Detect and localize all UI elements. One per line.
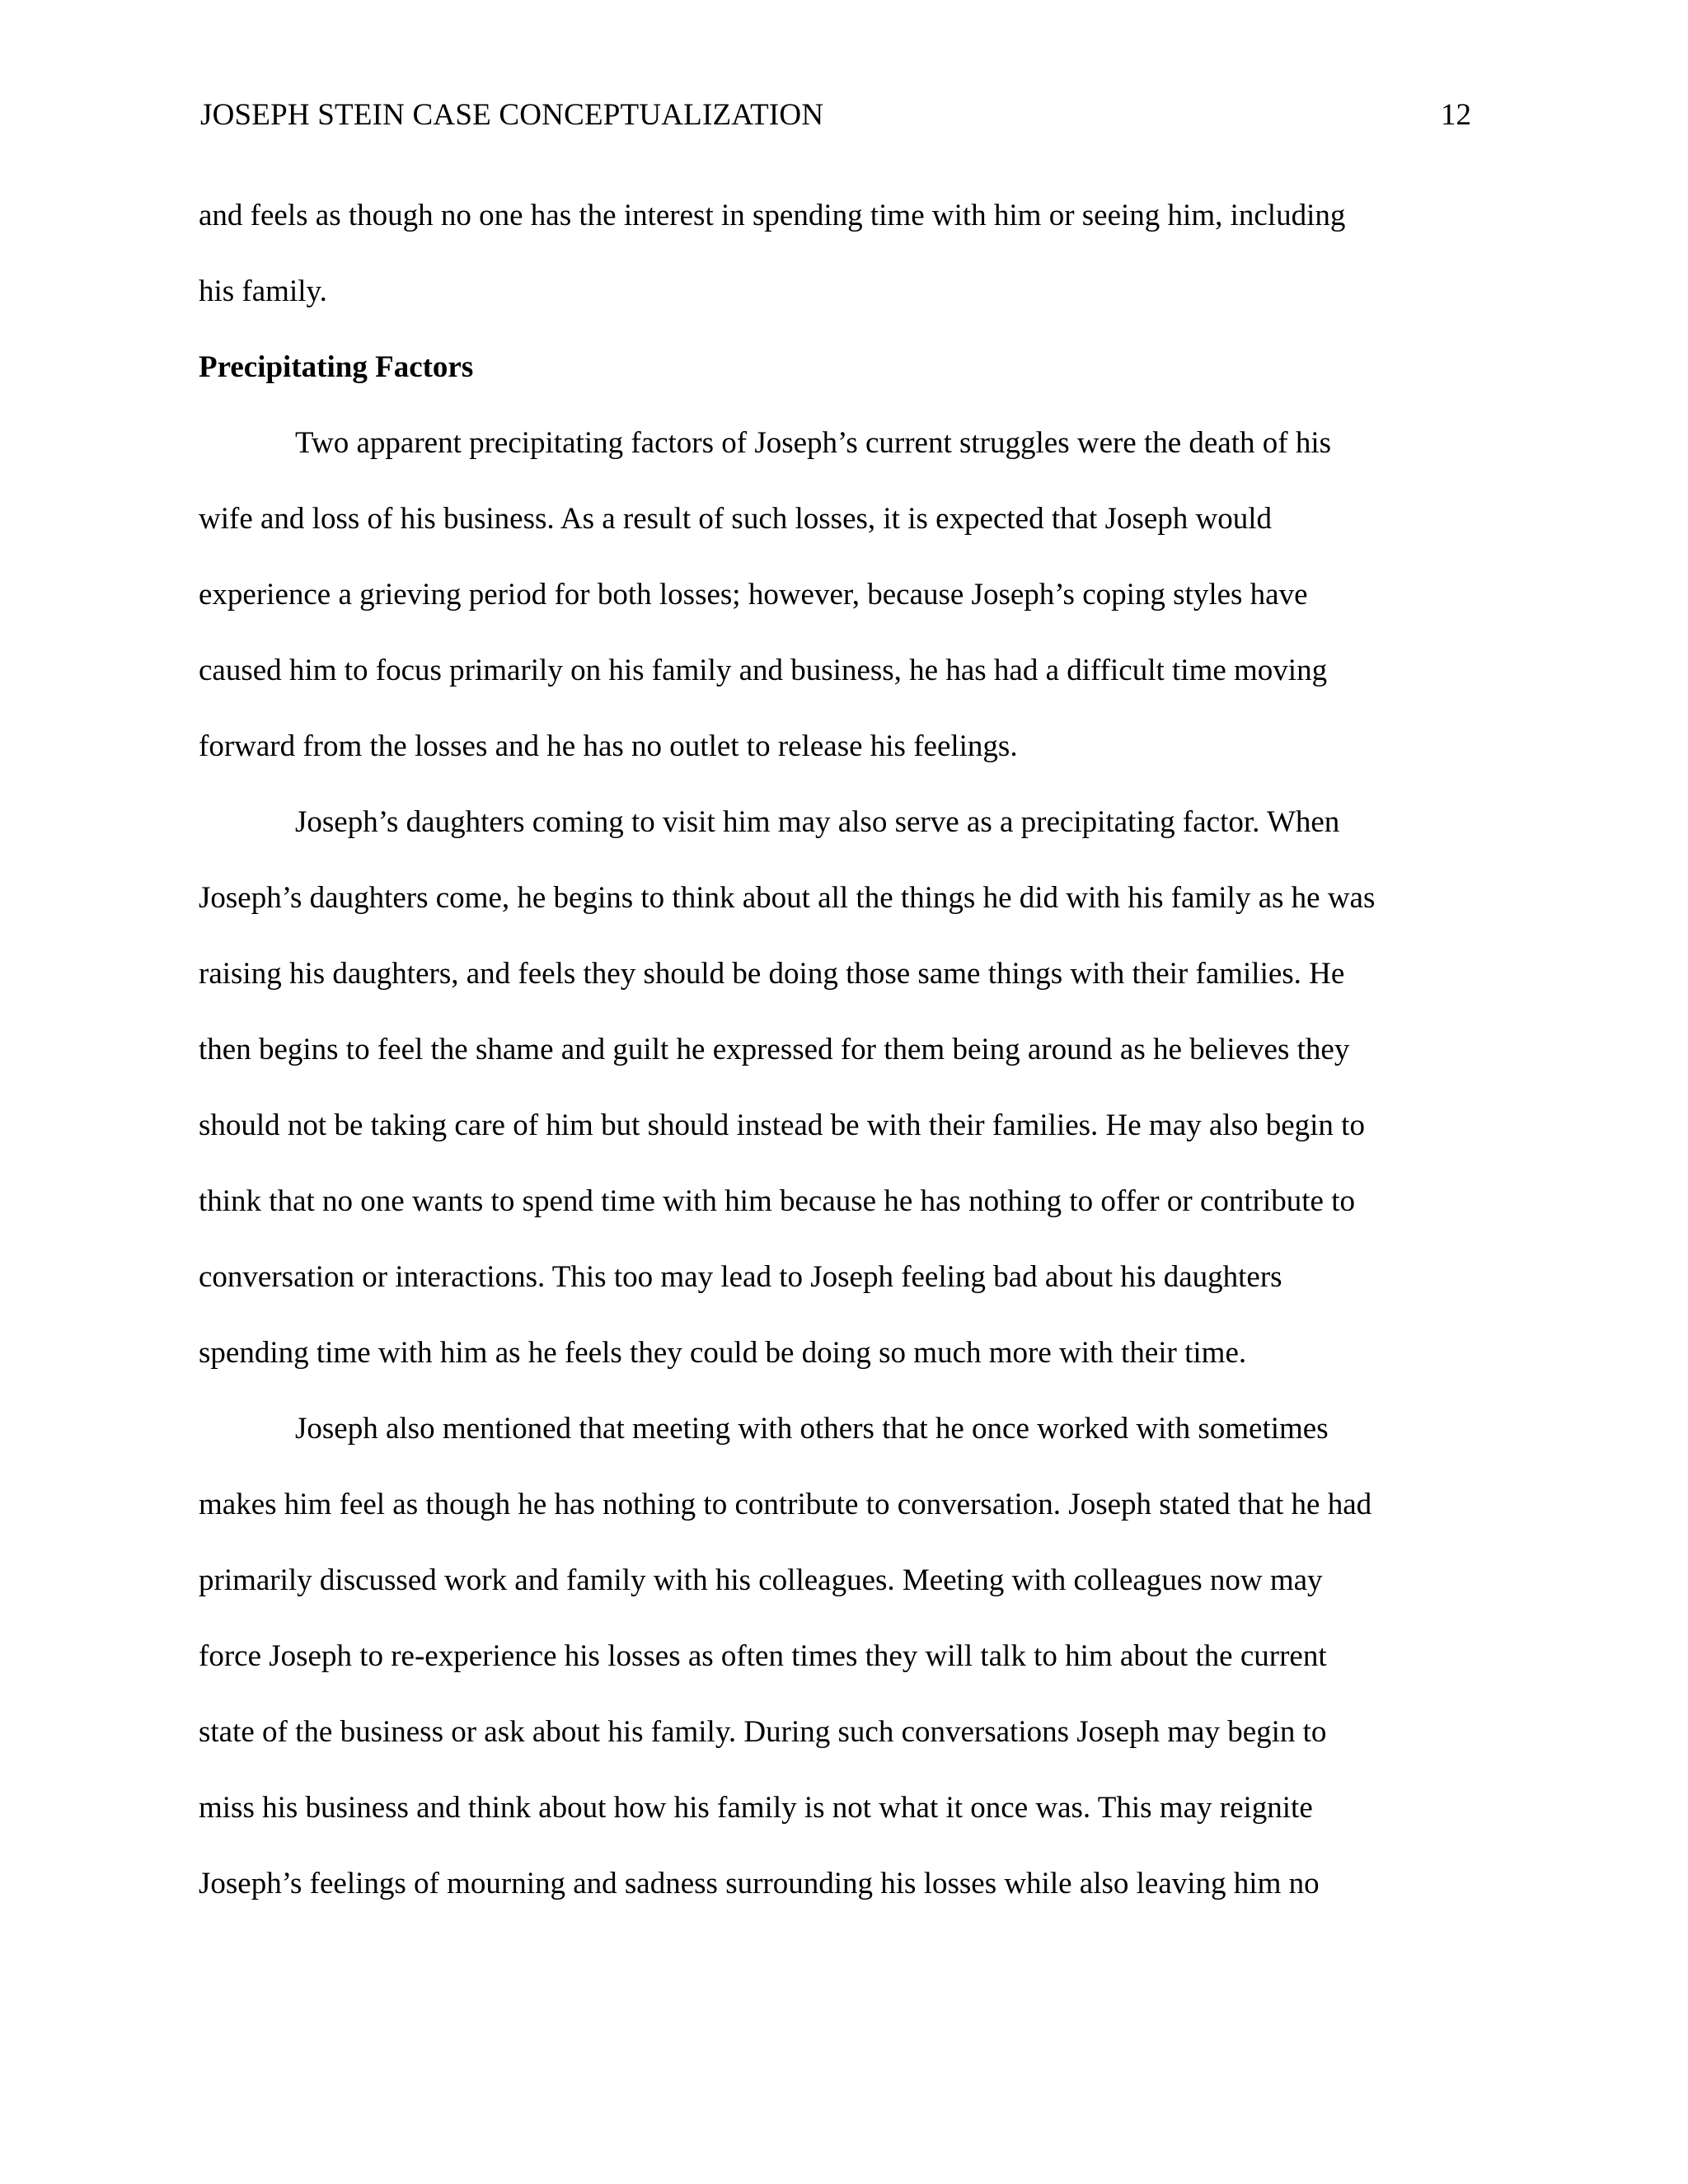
body-line: miss his business and think about how his family is not what it once was. This may reignite	[199, 1791, 1313, 1825]
body-line: makes him feel as though he has nothing to contribute to conversation. Joseph stated that he had	[199, 1488, 1372, 1521]
body-line: think that no one wants to spend time with him because he has nothing to offer or contribute to	[199, 1184, 1355, 1218]
body-line: his family.	[199, 274, 327, 308]
body-line: experience a grieving period for both losses; however, because Joseph’s coping styles have	[199, 578, 1308, 612]
body-line: then begins to feel the shame and guilt he expressed for them being around as he believes they	[199, 1033, 1350, 1066]
body-line: and feels as though no one has the interest in spending time with him or seeing him, including	[199, 199, 1346, 232]
body-line: wife and loss of his business. As a result of such losses, it is expected that Joseph would	[199, 502, 1273, 536]
body-line: state of the business or ask about his family. During such conversations Joseph may begin to	[199, 1715, 1327, 1749]
body-line: primarily discussed work and family with his colleagues. Meeting with colleagues now may	[199, 1563, 1323, 1597]
body-line: raising his daughters, and feels they should be doing those same things with their families. He	[199, 957, 1345, 991]
body-line: Two apparent precipitating factors of Joseph’s current struggles were the death of his	[295, 426, 1332, 460]
body-line: should not be taking care of him but should instead be with their families. He may also begin to	[199, 1108, 1365, 1142]
body-line: Joseph’s daughters come, he begins to think about all the things he did with his family as he was	[199, 881, 1376, 915]
body-line: Joseph also mentioned that meeting with others that he once worked with sometimes	[295, 1412, 1329, 1446]
section-heading: Precipitating Factors	[199, 350, 474, 384]
body-line: force Joseph to re-experience his losses as often times they will talk to him about the current	[199, 1639, 1327, 1673]
body-line: caused him to focus primarily on his family and business, he has had a difficult time moving	[199, 654, 1328, 687]
running-head: JOSEPH STEIN CASE CONCEPTUALIZATION	[200, 98, 824, 132]
body-line: Joseph’s daughters coming to visit him may also serve as a precipitating factor. When	[295, 805, 1340, 839]
body-line: forward from the losses and he has no outlet to release his feelings.	[199, 729, 1018, 763]
body-line: Joseph’s feelings of mourning and sadness surrounding his losses while also leaving him no	[199, 1867, 1320, 1900]
body-line: spending time with him as he feels they could be doing so much more with their time.	[199, 1336, 1247, 1370]
body-line: conversation or interactions. This too may lead to Joseph feeling bad about his daughters	[199, 1260, 1282, 1294]
page-number: 12	[1441, 98, 1471, 132]
